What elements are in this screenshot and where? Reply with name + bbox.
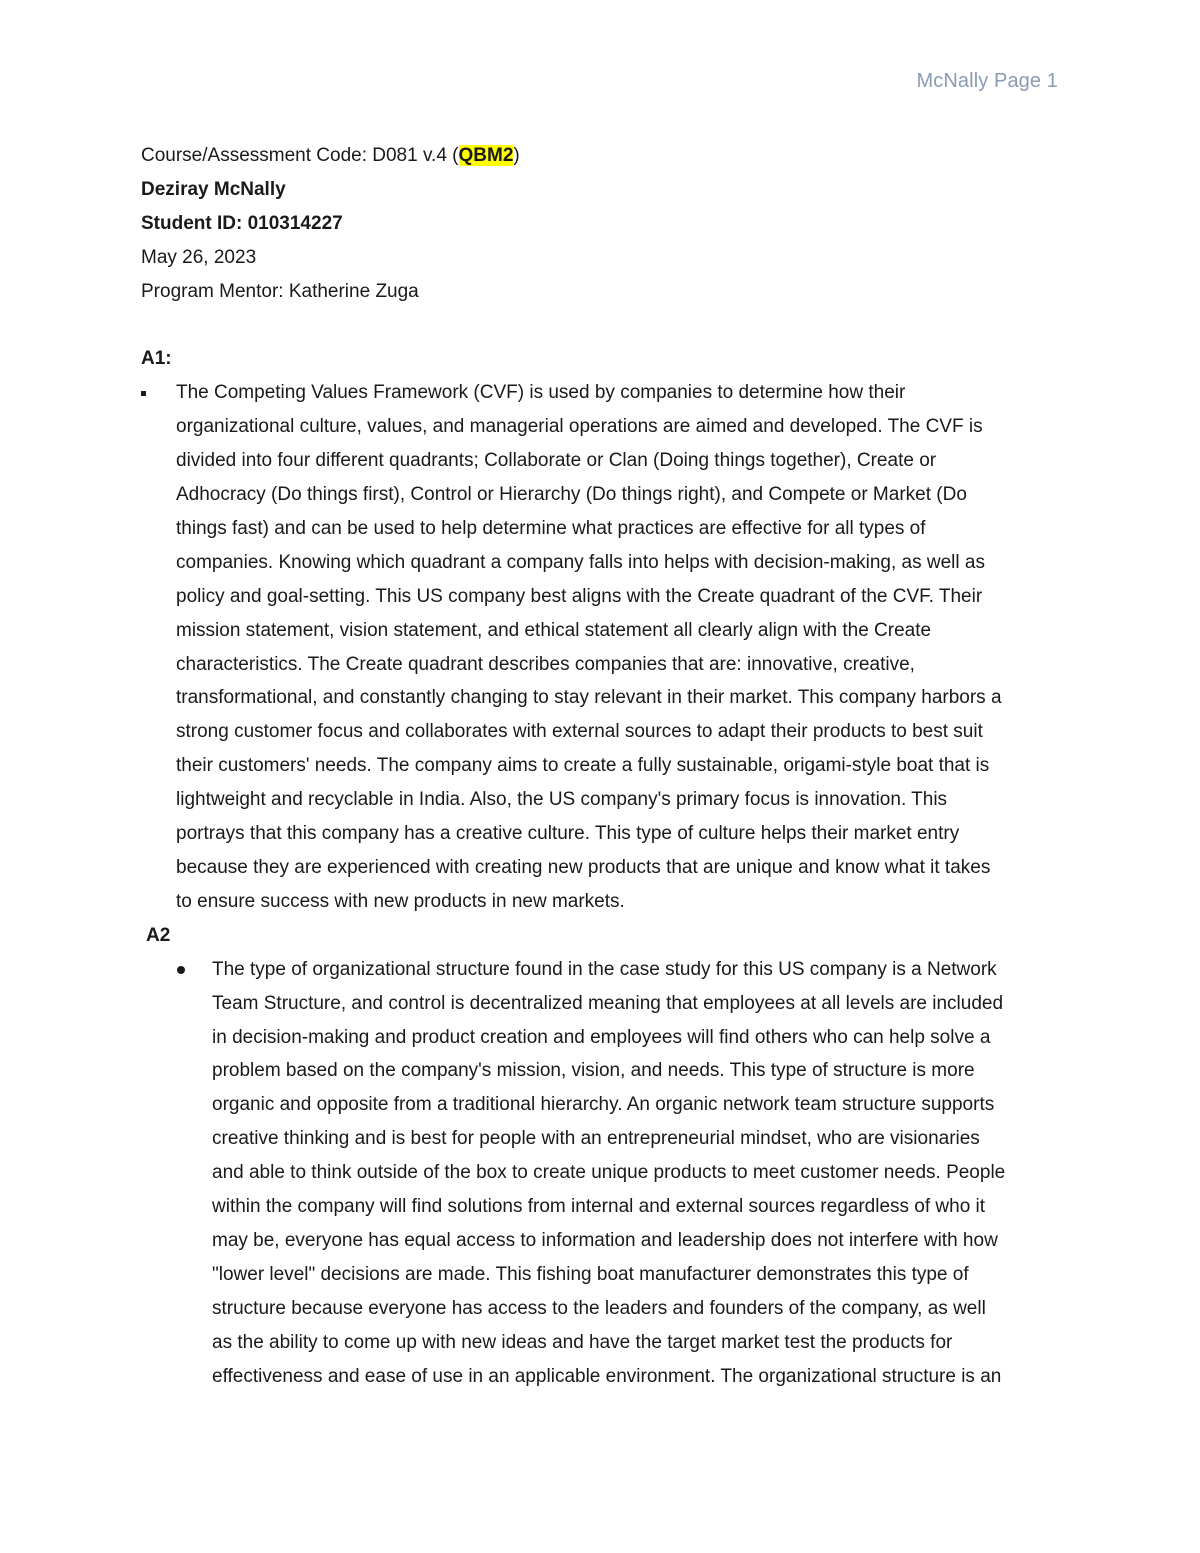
student-id: Student ID: 010314227 <box>141 212 343 234</box>
paragraph-line: The type of organizational structure found in the case study for this US company is a Network <box>212 958 997 980</box>
page-header: McNally Page 1 <box>916 70 1058 92</box>
paragraph-line: portrays that this company has a creative culture. This type of culture helps their market entry <box>176 823 960 845</box>
paragraph-line: Team Structure, and control is decentralized meaning that employees at all levels are included <box>212 992 1004 1014</box>
section-a2-bullet <box>141 953 1041 1394</box>
round-bullet-icon <box>177 966 185 974</box>
paragraph-line: because they are experienced with creating new products that are unique and know what it takes <box>176 857 991 879</box>
section-a1-heading: A1: <box>141 348 172 370</box>
section-a2-heading: A2 <box>146 924 171 946</box>
paragraph-line: and able to think outside of the box to create unique products to meet customer needs. People <box>212 1162 1006 1184</box>
paragraph-line: strong customer focus and collaborates with external sources to adapt their products to best suit <box>176 721 983 743</box>
paragraph-line: their customers' needs. The company aims to create a fully sustainable, origami-style boat that is <box>176 755 990 777</box>
course-code-suffix: ) <box>513 145 520 166</box>
paragraph-line: within the company will find solutions from internal and external sources regardless of who it <box>212 1196 986 1218</box>
paragraph-line: creative thinking and is best for people with an entrepreneurial mindset, who are visionaries <box>212 1128 980 1150</box>
paragraph-line: The Competing Values Framework (CVF) is used by companies to determine how their <box>176 382 906 404</box>
paragraph-line: things fast) and can be used to help determine what practices are effective for all types of <box>176 517 926 539</box>
square-bullet-icon <box>141 391 146 396</box>
paragraph-line: "lower level" decisions are made. This fishing boat manufacturer demonstrates this type of <box>212 1263 969 1285</box>
paragraph-line: transformational, and constantly changing to stay relevant in their market. This company harbors a <box>176 687 1002 709</box>
section-a1-bullet <box>141 376 1041 919</box>
paragraph-line: characteristics. The Create quadrant describes companies that are: innovative, creative, <box>176 653 915 675</box>
document-date: May 26, 2023 <box>141 246 257 268</box>
paragraph-line: to ensure success with new products in new markets. <box>176 890 625 912</box>
paragraph-line: problem based on the company's mission, vision, and needs. This type of structure is more <box>212 1060 975 1082</box>
document-body <box>141 139 1041 1394</box>
course-code-line <box>141 139 1041 173</box>
paragraph-line: structure because everyone has access to the leaders and founders of the company, as well <box>212 1297 986 1319</box>
course-code-highlight: QBM2 <box>458 145 514 166</box>
paragraph-line: as the ability to come up with new ideas and have the target market test the products for <box>212 1331 953 1353</box>
blank-line <box>141 309 1041 343</box>
paragraph-line: policy and goal-setting. This US company best aligns with the Create quadrant of the CVF. Their <box>176 585 983 607</box>
paragraph-line: organizational culture, values, and managerial operations are aimed and developed. The CVF is <box>176 416 983 438</box>
paragraph-line: organic and opposite from a traditional hierarchy. An organic network team structure supports <box>212 1094 995 1116</box>
paragraph-line: lightweight and recyclable in India. Also, the US company's primary focus is innovation. This <box>176 789 948 811</box>
program-mentor: Program Mentor: Katherine Zuga <box>141 280 419 302</box>
paragraph-line: effectiveness and ease of use in an applicable environment. The organizational structure is an <box>212 1365 1002 1387</box>
paragraph-line: may be, everyone has equal access to information and leadership does not interfere with how <box>212 1229 998 1251</box>
paragraph-line: Adhocracy (Do things first), Control or Hierarchy (Do things right), and Compete or Market (Do <box>176 484 967 506</box>
paragraph-line: mission statement, vision statement, and ethical statement all clearly align with the Create <box>176 619 932 641</box>
paragraph-line: divided into four different quadrants; Collaborate or Clan (Doing things together), Create or <box>176 450 937 472</box>
paragraph-line: in decision-making and product creation and employees will find others who can help solve a <box>212 1026 991 1048</box>
course-code-prefix: Course/Assessment Code: D081 v.4 ( <box>141 145 459 166</box>
author-name: Deziray McNally <box>141 178 286 200</box>
paragraph-line: companies. Knowing which quadrant a company falls into helps with decision-making, as well as <box>176 551 985 573</box>
